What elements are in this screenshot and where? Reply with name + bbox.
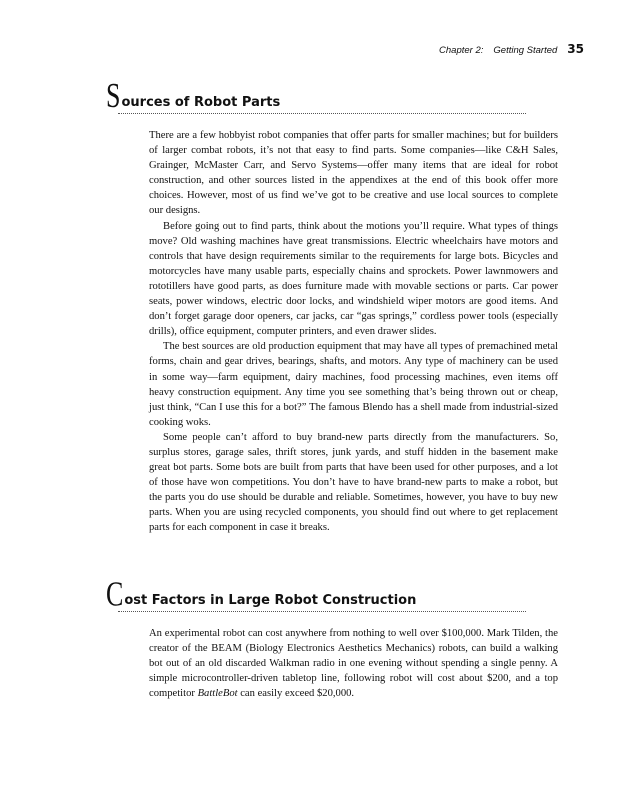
- paragraph: The best sources are old production equipment that may have all types of premachined metal forms, chain and gear drives, bearings, shafts, and motors. Any type of machinery can be used in some way—farm equipment, dairy machines, food processing machines, even items off heavy construction equipment. Any time you see something that’s being thrown out or cheap, just think, “Can I use this for a bot?” The famous Blendo has a shell made from industrial-sized cooking woks.: [149, 341, 558, 428]
- section-heading: [106, 574, 576, 614]
- paragraph: [149, 626, 558, 701]
- heading-text: ources of Robot Parts: [121, 95, 281, 110]
- paragraph-text: can easily exceed $20,000.: [240, 688, 355, 700]
- paragraph: Before going out to find parts, think about the motions you’ll require. What types of things move? Old washing machines have great transmissions. Electric wheelchairs have motors and controls that have design requirements similar to the requirements for large bots. Bicycles and motorcycles have many usable parts, especially chains and sprockets. Power lawnmowers and rototillers have good parts, as does furniture made with movable sections or parts. Car power seats, power windows, electric door locks, and windshield wiper motors are good items. And don’t forget garage door openers, car jacks, car “gas springs,” cordless power tools (especially drills), office equipment, computer printers, and even drawer slides.: [149, 220, 558, 338]
- section-heading: [106, 76, 576, 116]
- paragraph: There are a few hobbyist robot companies that offer parts for smaller machines; but for builders of larger combat robots, it’s not that easy to find parts. Some companies—like C&H Sales, Grainger, McMaster Carr, and Servo Systems—offer many items that are ideal for robot construction, and other sources listed in the appendixes at the end of this book offer more choices. However, most of us find we’ve got to be creative and use local sources to complete our designs.: [149, 130, 558, 217]
- heading-text: ost Factors in Large Robot Construction: [124, 593, 417, 608]
- chapter-title: Getting Started: [493, 45, 558, 56]
- chapter-label: Chapter 2:: [439, 45, 484, 56]
- section-body: [149, 128, 558, 536]
- heading-initial: S: [106, 76, 121, 116]
- running-head: [439, 42, 584, 56]
- italic-term: BattleBot: [197, 688, 238, 700]
- heading-initial: C: [106, 574, 124, 614]
- heading-rule: [118, 611, 526, 612]
- section-sources-of-robot-parts: [106, 76, 576, 536]
- paragraph-text: An experimental robot can cost anywhere from nothing to well over $100,000. Mark Tilden, the creator of the BEAM (Biology Electronics Aesthetics Mechanics) robots, can build a walking bot out of an old discarded Walkman radio in one evening without spending a single penny. A simple microcontroller-driven tabletop line, following robot will cost about $200, and a top competitor: [149, 628, 558, 700]
- heading-rule: [118, 113, 526, 114]
- paragraph: Some people can’t afford to buy brand-new parts directly from the manufacturers. So, surplus stores, garage sales, thrift stores, junk yards, and stuff hidden in the basement make great bot parts. Some bots are built from parts that have been used for other purposes, and a lot of those have won competitions. You don’t have to have brand-new parts to make a robot, but the parts you do use should be durable and reliable. Sometimes, however, you have to buy new parts. When you are using recycled components, you should find out where to get replacement parts for each component in case it breaks.: [149, 431, 558, 534]
- section-body: [149, 626, 558, 701]
- section-cost-factors: [106, 574, 576, 701]
- page-number: 35: [567, 42, 584, 56]
